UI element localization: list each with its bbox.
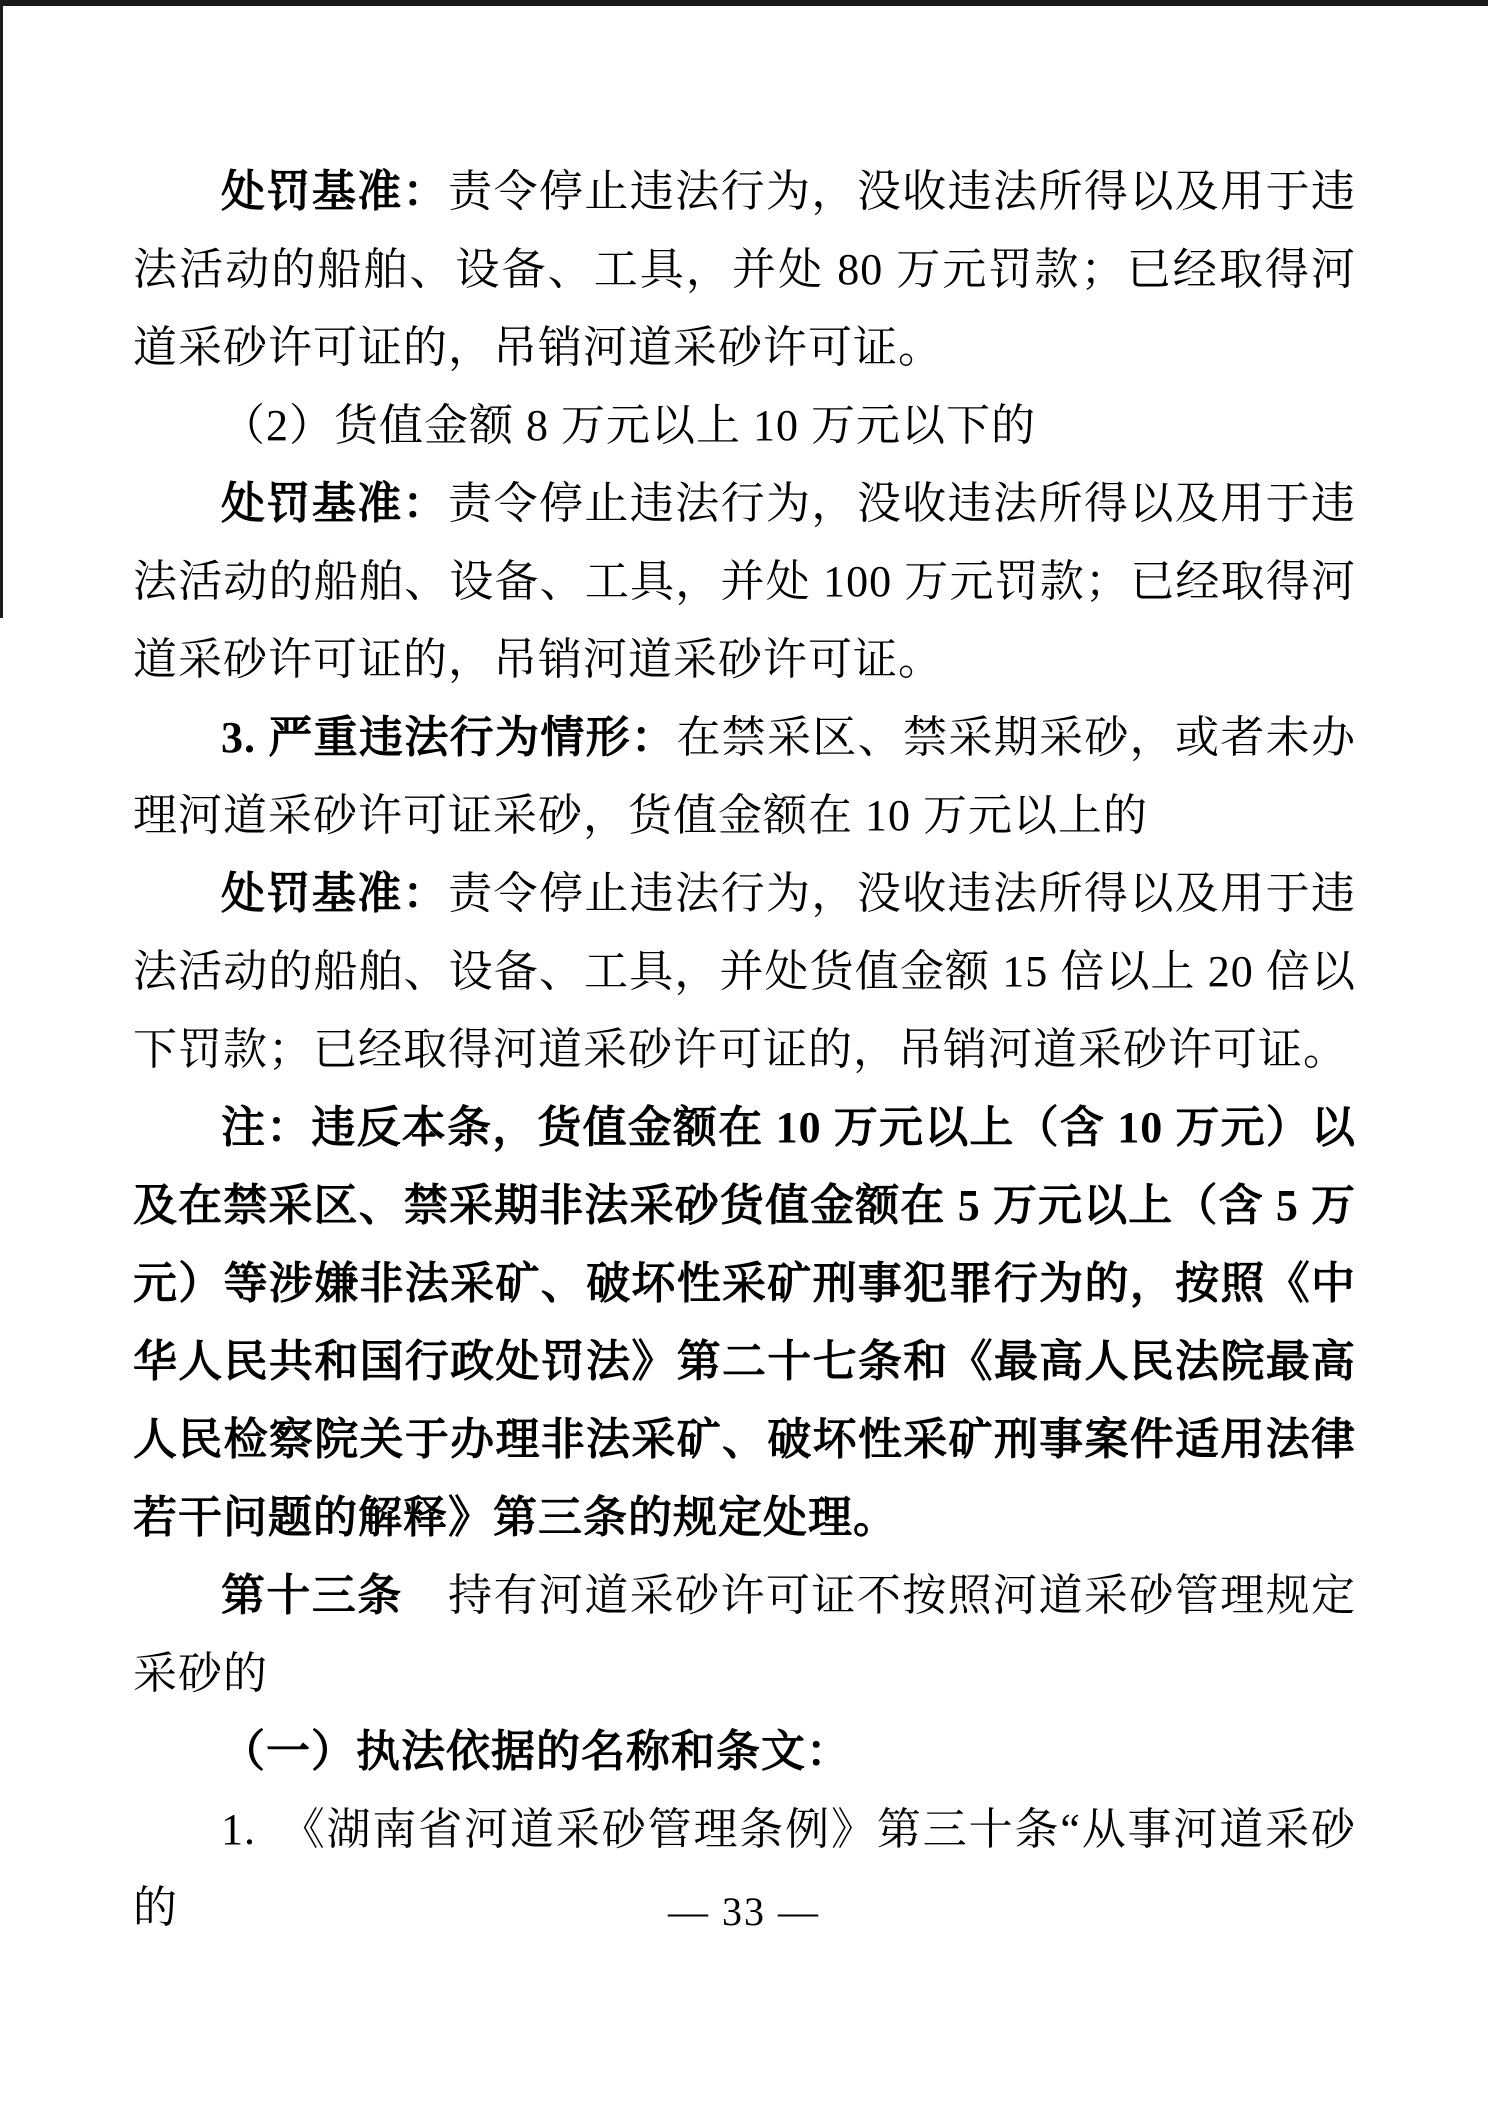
bold-text-segment: 3. 严重违法行为情形： [221,713,677,762]
paragraph [133,855,1356,1089]
bold-text-segment: 处罚基准： [221,869,449,918]
paragraph [133,699,1356,855]
bold-text-segment: 第十三条 [221,1571,403,1620]
text-segment: 责令停止违法行为，没收违法所得以及用于违法活动的船舶、设备、工具，并处 100 万元罚款；已经取得河道采砂许可证的，吊销河道采砂许可证。 [133,479,1357,684]
paragraph [133,465,1356,699]
text-segment: （2）货值金额 8 万元以上 10 万元以下的 [221,401,1036,450]
paragraph [133,1713,1356,1791]
paragraph [133,1557,1356,1713]
text-segment: 责令停止违法行为，没收违法所得以及用于违法活动的船舶、设备、工具，并处 80 万元罚款；已经取得河道采砂许可证的，吊销河道采砂许可证。 [133,167,1357,372]
text-segment: 责令停止违法行为，没收违法所得以及用于违法活动的船舶、设备、工具，并处货值金额 15 倍以上 20 倍以下罚款；已经取得河道采砂许可证的，吊销河道采砂许可证。 [133,869,1357,1074]
bold-text-segment: （一）执法依据的名称和条文： [221,1727,851,1776]
bold-text-segment: 处罚基准： [221,167,449,216]
text-segment: 在禁采区、禁采期采砂，或者未办理河道采砂许可证采砂，货值金额在 10 万元以上的 [133,713,1357,840]
paragraph [133,387,1356,465]
scan-artifact-left-edge [0,0,3,618]
paragraph [133,1089,1356,1557]
text-segment: 持有河道采砂许可证不按照河道采砂管理规定采砂的 [133,1571,1357,1698]
bold-text-segment: 处罚基准： [221,479,449,528]
scan-artifact-top-edge [0,0,1488,6]
bold-text-segment: 注：违反本条，货值金额在 10 万元以上（含 10 万元）以及在禁采区、禁采期非法采砂货值金额在 5 万元以上（含 5 万元）等涉嫌非法采矿、破坏性采矿刑事犯罪行为的，按照《中华人民共和国行政处罚法》第二十七条和《最高人民法院最高人民检察院关于办理非法采矿、破坏性采矿刑事案件适用法律若干问题的解释》第三条的规定处理。 [133,1103,1356,1542]
text-segment: 1. 《湖南省河道采砂管理条例》第三十条“从事河道采砂的 [133,1805,1356,1932]
document-body [133,153,1356,1947]
paragraph [133,153,1356,387]
page-number: — 33 — [668,1889,820,1934]
